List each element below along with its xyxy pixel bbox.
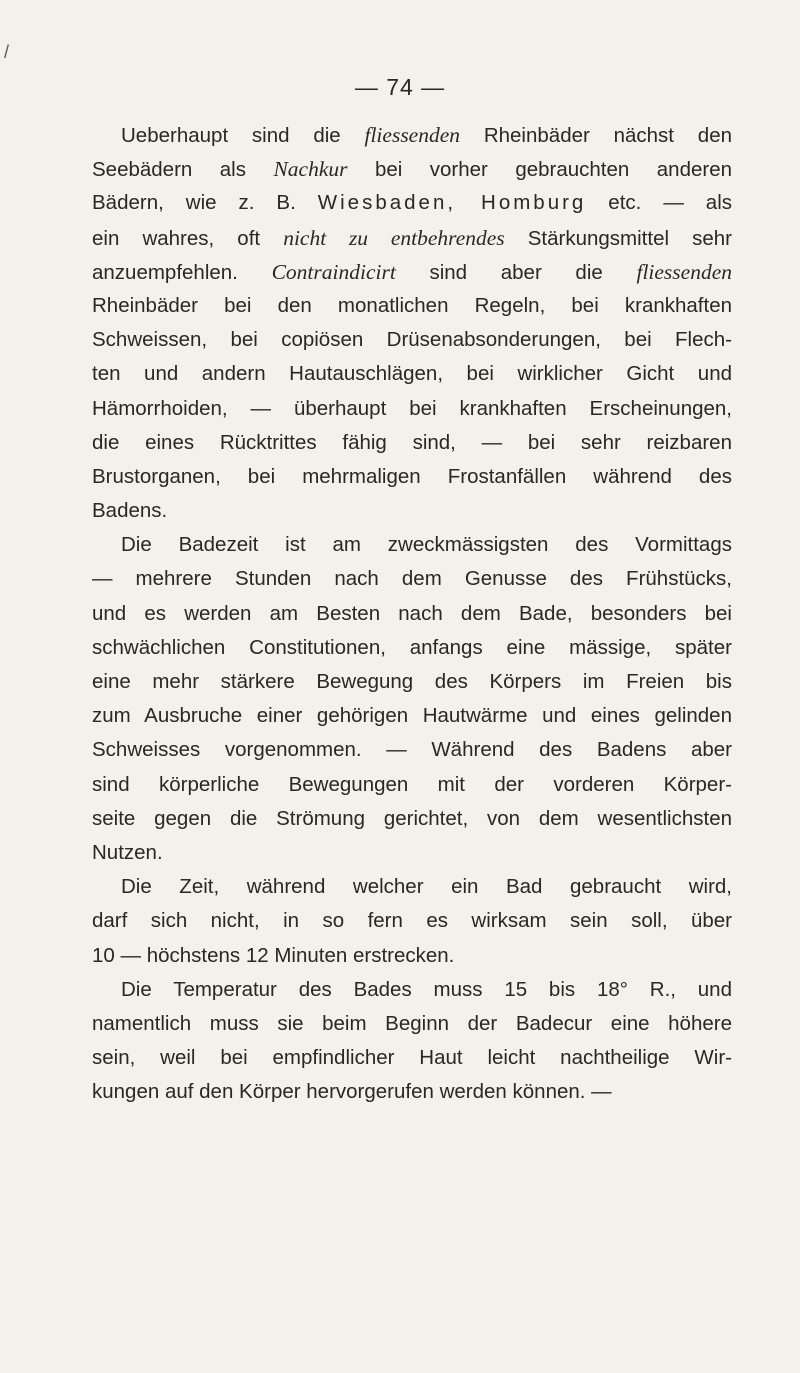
text-line	[92, 904, 732, 938]
text-segment: 10 — höchstens 12 Minuten erstrecken.	[92, 943, 455, 967]
text-line	[92, 836, 732, 870]
paragraph	[92, 528, 732, 870]
text-line	[92, 699, 732, 733]
text-segment: etc. — als	[586, 191, 732, 215]
text-segment: zum Ausbruche einer gehörigen Hautwärme und eines gelinden	[92, 704, 732, 728]
text-line	[92, 870, 732, 904]
text-segment: darf sich nicht, in so fern es wirksam sein soll, über	[92, 909, 732, 933]
text-segment: sind aber die	[395, 260, 637, 284]
text-line	[92, 118, 732, 152]
text-segment: Schweissen, bei copiösen Drüsenabsonderungen, bei Flech-	[92, 328, 732, 352]
text-line	[92, 973, 732, 1007]
text-line	[92, 528, 732, 562]
text-segment: sein, weil bei empfindlicher Haut leicht nachtheilige Wir-	[92, 1046, 732, 1070]
text-line	[92, 562, 732, 596]
text-segment: nicht zu entbehrendes	[283, 225, 505, 250]
text-segment: Contraindicirt	[271, 259, 396, 284]
text-segment: bei vorher gebrauchten anderen	[347, 158, 732, 182]
text-segment: ten und andern Hautauschlägen, bei wirklicher Gicht und	[92, 362, 732, 386]
text-segment: Rheinbäder nächst den	[460, 124, 732, 147]
text-segment: die eines Rücktrittes fähig sind, — bei sehr reizbaren	[92, 430, 732, 454]
text-segment: Stärkungsmittel sehr	[504, 226, 732, 250]
paragraph	[92, 870, 732, 973]
text-segment: seite gegen die Strömung gerichtet, von dem wesentlichsten	[92, 806, 732, 830]
text-line	[92, 1075, 732, 1109]
text-segment: Seebädern als	[92, 158, 274, 182]
text-line	[92, 255, 732, 289]
paragraph	[92, 118, 732, 528]
text-line	[92, 357, 732, 391]
text-line	[92, 631, 732, 665]
text-line	[92, 289, 732, 323]
text-line	[92, 323, 732, 357]
text-line	[92, 460, 732, 494]
text-segment: Die Badezeit ist am zweckmässigsten des Vormittags	[121, 533, 732, 557]
text-segment: anzuempfehlen.	[92, 260, 272, 284]
text-line	[92, 152, 732, 186]
text-line	[92, 494, 732, 528]
text-segment: — mehrere Stunden nach dem Genusse des Frühstücks,	[92, 567, 732, 591]
body-text	[92, 118, 732, 1109]
text-segment: Schweisses vorgenommen. — Während des Badens aber	[92, 738, 732, 762]
text-segment: Hämorrhoiden, — überhaupt bei krankhaften Erscheinungen,	[92, 396, 732, 420]
text-segment: ein wahres, oft	[92, 226, 284, 250]
margin-mark: /	[4, 42, 10, 62]
text-segment: Wiesbaden, Homburg	[317, 191, 587, 215]
text-segment: Ueberhaupt sind die	[121, 124, 365, 147]
text-segment: fliessenden	[636, 259, 732, 284]
text-segment: fliessenden	[364, 123, 461, 147]
text-segment: Die Zeit, während welcher ein Bad gebraucht wird,	[121, 875, 732, 899]
text-line	[92, 768, 732, 802]
text-line	[92, 221, 732, 255]
text-segment: kungen auf den Körper hervorgerufen werden können. —	[92, 1080, 612, 1104]
text-segment: Badens.	[92, 499, 168, 523]
text-segment: schwächlichen Constitutionen, anfangs eine mässige, später	[92, 635, 732, 659]
text-line	[92, 392, 732, 426]
text-line	[92, 1041, 732, 1075]
paragraph	[92, 973, 732, 1110]
text-line	[92, 426, 732, 460]
text-line	[92, 1007, 732, 1041]
text-segment: Bädern, wie z. B.	[92, 191, 318, 215]
text-line	[92, 665, 732, 699]
text-segment: und es werden am Besten nach dem Bade, besonders bei	[92, 601, 732, 625]
text-line	[92, 733, 732, 767]
text-segment: Rheinbäder bei den monatlichen Regeln, bei krankhaften	[92, 293, 732, 317]
text-segment: sind körperliche Bewegungen mit der vorderen Körper-	[92, 772, 732, 796]
text-line	[92, 939, 732, 973]
page-number: — 74 —	[354, 74, 446, 100]
text-segment: Brustorganen, bei mehrmaligen Frostanfällen während des	[92, 464, 732, 488]
text-line	[92, 802, 732, 836]
text-segment: namentlich muss sie beim Beginn der Badecur eine höhere	[92, 1011, 732, 1035]
text-segment: Die Temperatur des Bades muss 15 bis 18° R., und	[121, 977, 732, 1001]
text-line	[92, 597, 732, 631]
text-line	[92, 186, 732, 220]
text-segment: Nutzen.	[92, 840, 163, 864]
text-segment: Nachkur	[273, 157, 348, 182]
text-segment: eine mehr stärkere Bewegung des Körpers im Freien bis	[92, 670, 732, 693]
